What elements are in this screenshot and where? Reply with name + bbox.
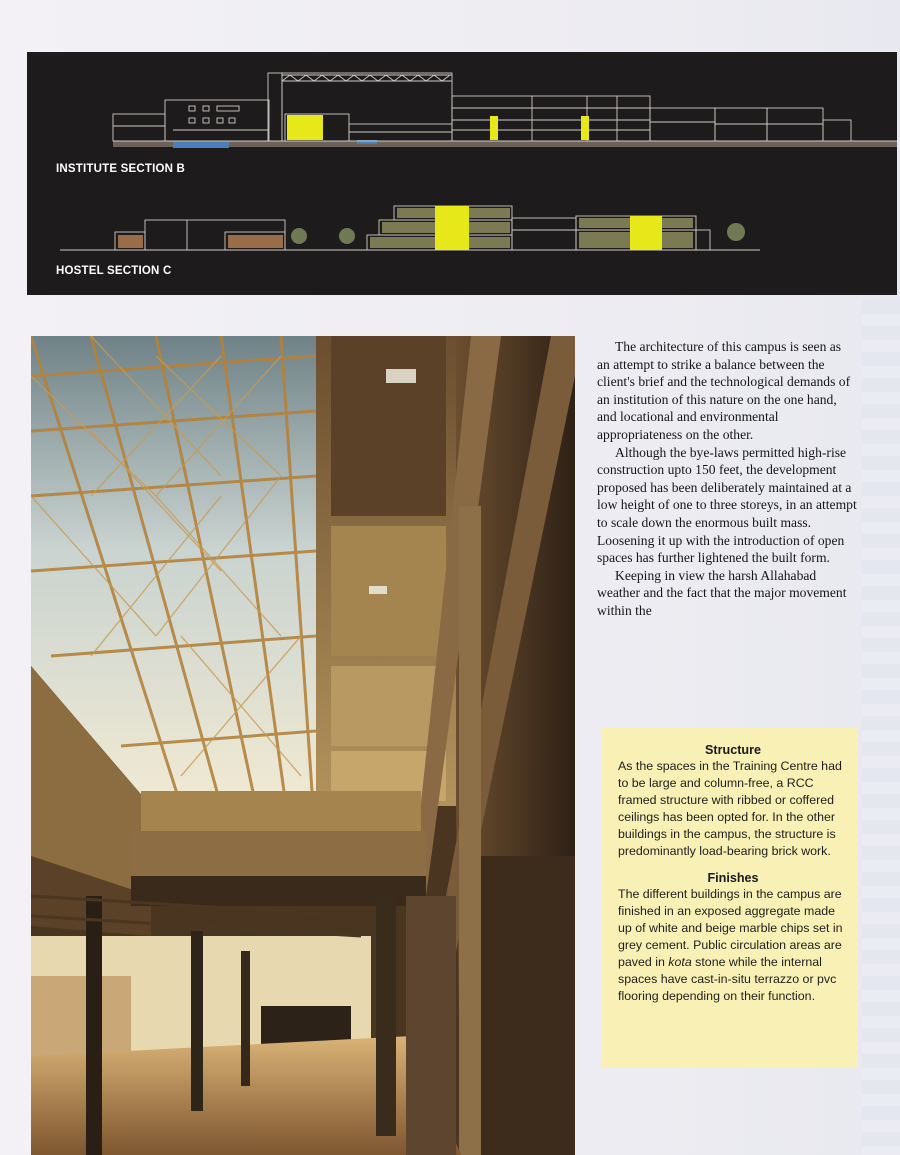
article-paragraph-3: Keeping in view the harsh Allahabad weather and the fact that the major movement within the [597, 567, 847, 618]
institute-section-caption: INSTITUTE SECTION B [56, 163, 186, 175]
bleed-through-margin [862, 300, 900, 1155]
institute-yellow-highlights [287, 115, 589, 140]
hostel-fills [118, 208, 693, 248]
finishes-heading: Finishes [707, 870, 759, 885]
finishes-text-italic: kota [668, 954, 692, 969]
structure-finishes-sidebar [602, 728, 858, 1068]
structure-heading: Structure [705, 743, 761, 757]
finishes-text-before: The different buildings in the campus are finished in an exposed aggregate made up of white and beige marble chips set in grey cement. Public circulation areas are paved in [618, 886, 843, 969]
section-drawings-panel [27, 52, 897, 295]
finishes-text [618, 886, 848, 1006]
article-paragraph-2: Although the bye-laws permitted high-rise construction upto 150 feet, the development proposed has been deliberately maintained at a low height of one to three storeys, in an attempt to scale down the enormous built mass. Loosening it up with the introduction of open spaces has further lightened the built form. [597, 444, 857, 566]
structure-text: As the spaces in the Training Centre had to be large and column-free, a RCC framed structure with ribbed or coffered ceilings has been opted for. In the other buildings in the campus, the structure is predominantly load-bearing brick work. [618, 759, 842, 859]
article-body-text [597, 338, 857, 620]
hostel-section-caption: HOSTEL SECTION C [56, 265, 172, 277]
article-paragraph-1: The architecture of this campus is seen as an attempt to strike a balance between the client's brief and the technological demands of an institution of this nature on the one hand, and locational and environmental appropriateness on the other. [597, 339, 851, 442]
atrium-photograph [31, 336, 575, 1155]
finishes-text-after: stone while the internal spaces have cast-in-situ terrazzo or pvc flooring depending on their function. [618, 954, 837, 1004]
institute-section-drawing [113, 73, 897, 148]
